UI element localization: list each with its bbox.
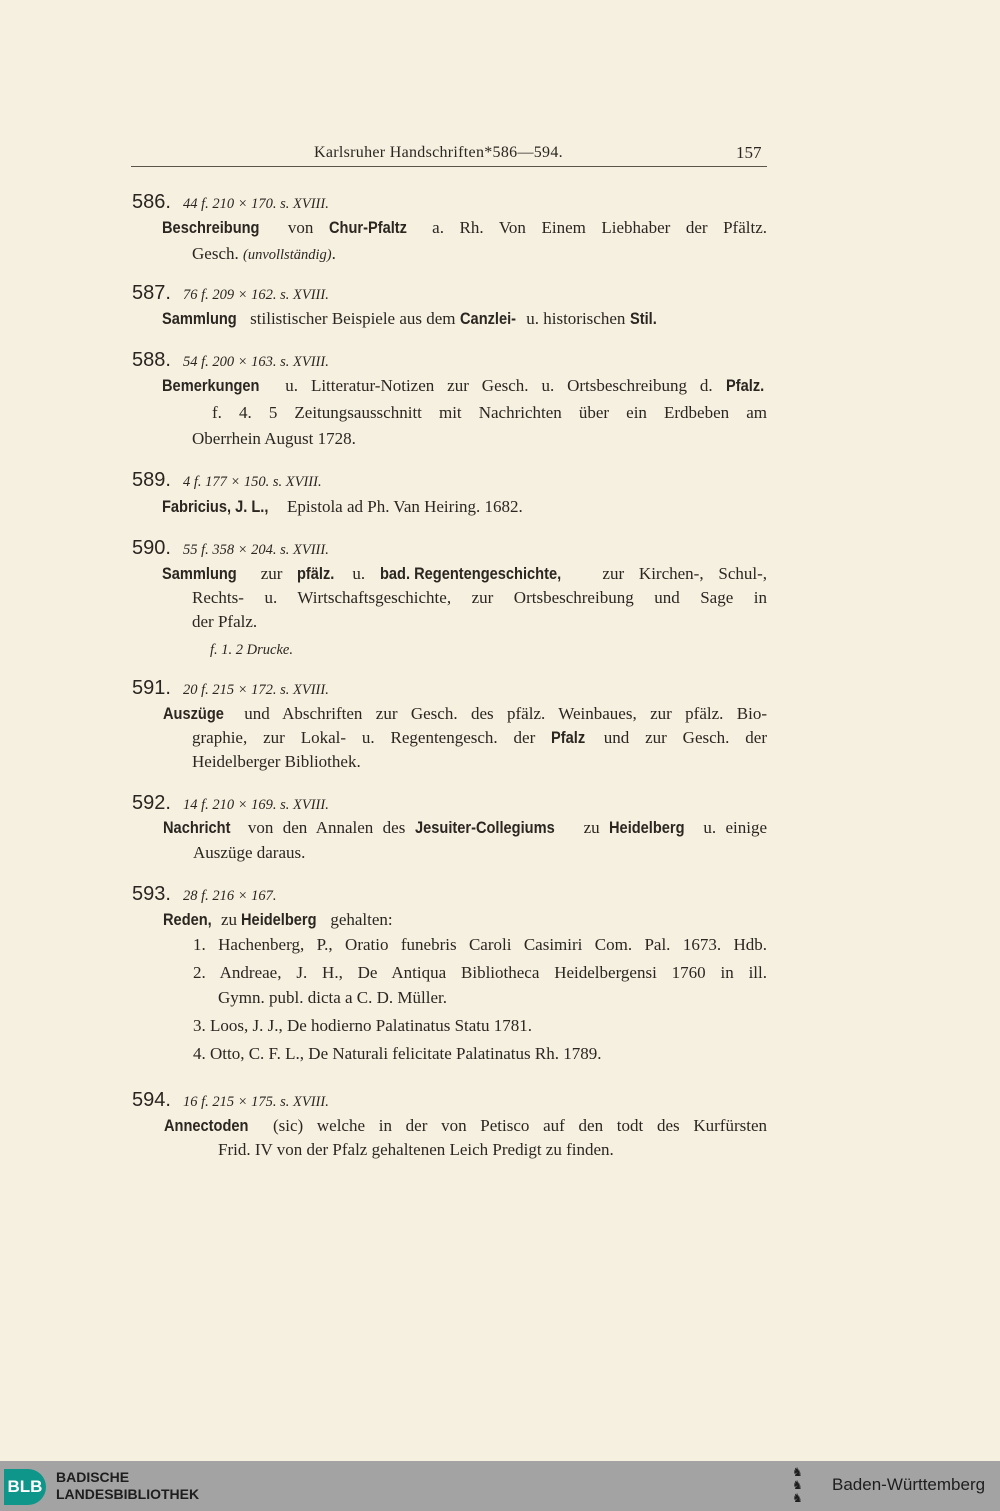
bold-term: Heidelberg: [241, 910, 317, 929]
entry-line: [192, 587, 767, 609]
text: 4. Otto, C. F. L., De Naturali felicitate Palatinatus Rh. 1789.: [193, 1044, 602, 1063]
entry-line: [162, 217, 767, 239]
entry-header: [132, 282, 329, 306]
bold-term: Fabricius, J. L.,: [162, 497, 269, 516]
entry-line: [192, 243, 336, 266]
bold-term: Stil.: [629, 309, 657, 328]
entry-line: [162, 308, 658, 330]
text: u.: [337, 564, 380, 583]
bold-term: Auszüge: [163, 704, 224, 723]
entry-meta: 44 f. 210 × 170. s. XVIII.: [182, 196, 329, 212]
text: der Pfalz.: [192, 612, 258, 631]
entry-meta: 16 f. 215 × 175. s. XVIII.: [182, 1094, 329, 1110]
text: Gesch.: [192, 244, 243, 263]
entry-number: 590.: [132, 537, 171, 559]
library-name[interactable]: [56, 1469, 199, 1503]
entry-line: [162, 496, 523, 518]
text: .: [331, 244, 336, 263]
text: und Abschriften zur Gesch. des pfälz. Weinbaues, zur pfälz. Bio-: [230, 704, 767, 723]
text: von den Annalen des: [238, 818, 415, 837]
text: Gymn. publ. dicta a C. D. Müller.: [218, 988, 448, 1007]
entry-line: [163, 817, 767, 839]
text: u. einige: [693, 818, 767, 837]
entry-line: [193, 962, 767, 984]
bold-term: Sammlung: [162, 564, 237, 583]
entry-header: [132, 883, 277, 907]
entry-meta: 14 f. 210 × 169. s. XVIII.: [182, 797, 329, 813]
text: Frid. IV von der Pfalz gehaltenen Leich Predigt zu finden.: [218, 1140, 614, 1159]
entry-number: 586.: [132, 191, 171, 213]
text: zu: [574, 818, 610, 837]
entry-number: 594.: [132, 1089, 171, 1111]
text: und zur Gesch. der: [587, 728, 767, 747]
entry-meta: 4 f. 177 × 150. s. XVIII.: [182, 474, 322, 490]
entry-line: [163, 909, 393, 931]
entry-number: 589.: [132, 469, 171, 491]
text: von: [272, 218, 329, 237]
entry-line: [210, 638, 293, 661]
entry-line: [193, 1015, 532, 1037]
entry-meta: 28 f. 216 × 167.: [182, 888, 277, 904]
header-rule: [131, 166, 767, 167]
entry-line: [192, 727, 767, 749]
entry-line: [218, 1139, 614, 1161]
text: zu: [216, 910, 242, 929]
entry-line: [212, 402, 767, 424]
footer-bar: [0, 1461, 1000, 1511]
entry-meta: 76 f. 209 × 162. s. XVIII.: [182, 287, 329, 303]
text: zur: [245, 564, 298, 583]
bold-term: Jesuiter-Collegiums: [414, 818, 555, 837]
text: 3. Loos, J. J., De hodierno Palatinatus Statu 1781.: [193, 1016, 533, 1035]
bold-term: Canzlei-: [459, 309, 516, 328]
text: Oberrhein August 1728.: [192, 429, 356, 448]
bold-term: Pfalz: [551, 728, 586, 747]
bold-term: Chur-Pfaltz: [328, 218, 407, 237]
page-number: 157: [736, 143, 762, 162]
entry-number: 592.: [132, 792, 171, 814]
entry-header: [132, 1089, 329, 1113]
entry-line: [193, 934, 767, 956]
entry-header: [132, 792, 329, 816]
entry-line: [192, 428, 356, 450]
bold-term: Reden,: [163, 910, 212, 929]
entry-line: [218, 987, 447, 1009]
text: f. 4. 5 Zeitungsausschnitt mit Nachrichten über ein Erdbeben am: [212, 403, 767, 422]
bold-term: Beschreibung: [162, 218, 260, 237]
entry-line: [192, 611, 257, 633]
entry-number: 593.: [132, 883, 171, 905]
text: 1. Hachenberg, P., Oratio funebris Caroli Casimiri Com. Pal. 1673. Hdb.: [193, 935, 767, 954]
entry-header: [132, 537, 329, 561]
entry-line: [164, 1115, 767, 1137]
bold-term: Annectoden: [164, 1116, 249, 1135]
entry-header: [132, 677, 329, 701]
entry-line: [192, 751, 361, 773]
bold-term: Nachricht: [163, 818, 231, 837]
text: zur Kirchen-, Schul-,: [587, 564, 767, 583]
entry-line: [162, 375, 767, 397]
entry-number: 587.: [132, 282, 171, 304]
entry-header: [132, 191, 329, 215]
italic-note: (unvollständig): [242, 247, 332, 263]
entry-line: [162, 563, 767, 585]
italic-note: f. 1. 2 Drucke.: [210, 642, 293, 658]
entry-line: [163, 703, 767, 725]
entry-meta: 55 f. 358 × 204. s. XVIII.: [182, 542, 329, 558]
text: graphie, zur Lokal- u. Regentengesch. der: [192, 728, 552, 747]
entry-number: 591.: [132, 677, 171, 699]
text: u. Litteratur-Notizen zur Gesch. u. Ortsbeschreibung d.: [272, 376, 726, 395]
running-title: Karlsruher Handschriften*586—594.: [314, 144, 563, 161]
text: Epistola ad Ph. Van Heiring. 1682.: [282, 497, 523, 516]
entry-meta: 20 f. 215 × 172. s. XVIII.: [182, 682, 329, 698]
text: u. historischen: [521, 309, 630, 328]
state-name[interactable]: Baden-Württemberg: [832, 1475, 986, 1494]
bold-term: Sammlung: [162, 309, 237, 328]
text: Heidelberger Bibliothek.: [192, 752, 361, 771]
entry-header: [132, 349, 329, 373]
entry-line: [193, 1043, 601, 1065]
bold-term: bad. Regentengeschichte,: [379, 564, 562, 583]
library-name-line1: BADISCHE: [56, 1469, 130, 1485]
lions-coat-of-arms-icon: ♞ ♞ ♞: [792, 1465, 803, 1505]
text: a. Rh. Von Einem Liebhaber der Pfältz.: [416, 218, 767, 237]
blb-logo[interactable]: BLB: [4, 1469, 46, 1505]
text: 2. Andreae, J. H., De Antiqua Bibliotheca Heidelbergensi 1760 in ill.: [193, 963, 767, 982]
entry-meta: 54 f. 200 × 163. s. XVIII.: [182, 354, 329, 370]
text: stilistischer Beispiele aus dem: [245, 309, 460, 328]
text: gehalten:: [326, 910, 393, 929]
entry-line: [193, 842, 305, 864]
library-name-line2: LANDESBIBLIOTHEK: [56, 1486, 200, 1502]
text: Auszüge daraus.: [193, 843, 306, 862]
text: (sic) welche in der von Petisco auf den todt des Kurfürsten: [259, 1116, 767, 1135]
bold-term: Heidelberg: [609, 818, 685, 837]
entry-header: [132, 469, 322, 493]
bold-term: Bemerkungen: [162, 376, 260, 395]
entry-number: 588.: [132, 349, 171, 371]
bold-term: Pfalz.: [725, 376, 764, 395]
text: Rechts- u. Wirtschaftsgeschichte, zur Ortsbeschreibung und Sage in: [192, 588, 767, 607]
bold-term: pfälz.: [297, 564, 335, 583]
